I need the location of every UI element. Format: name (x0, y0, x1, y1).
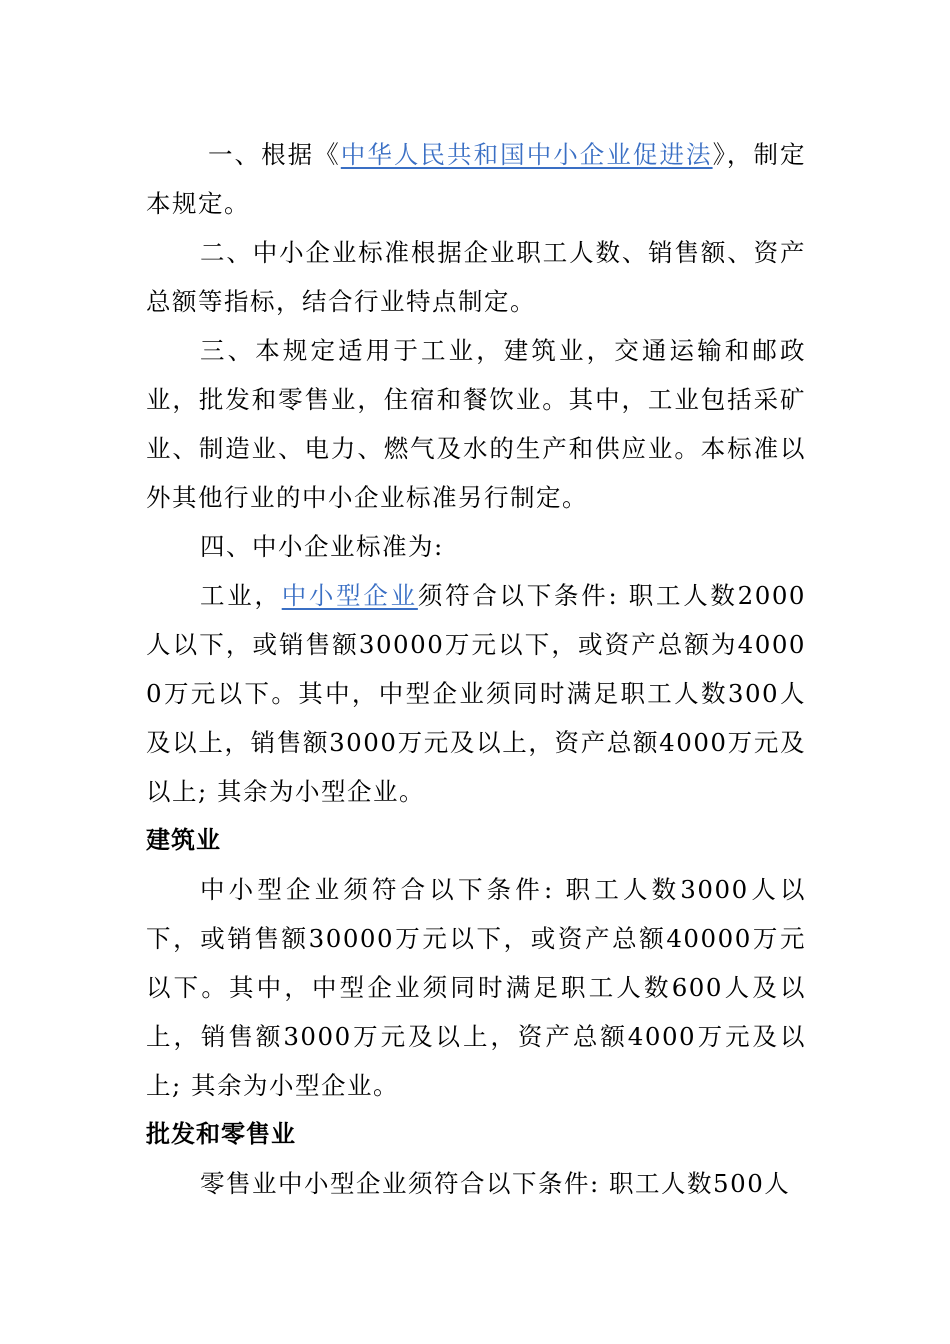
industry-post: 须符合以下条件: 职工人数2000人以下，或销售额30000万元以下，或资产总额为40000万元以下。其中，中型企业须同时满足职工人数300人及以上，销售额3000万元及以上，资产总额4000万元及以上; 其余为小型企业。 (146, 581, 807, 806)
document-page (146, 130, 806, 1208)
clause-2: 二、中小企业标准根据企业职工人数、销售额、资产总额等指标，结合行业特点制定。 (146, 238, 806, 316)
industry-paragraph (146, 571, 806, 816)
clause-4: 四、中小企业标准为: (200, 532, 444, 561)
sme-link[interactable]: 中小型企业 (281, 581, 418, 610)
clause-3: 三、本规定适用于工业，建筑业，交通运输和邮政业，批发和零售业，住宿和餐饮业。其中，工业包括采矿业、制造业、电力、燃气及水的生产和供应业。本标准以外其他行业的中小企业标准另行制定。 (146, 336, 806, 512)
wholesale-retail-heading: 批发和零售业 (146, 1120, 296, 1148)
construction-paragraph: 中小型企业须符合以下条件: 职工人数3000人以下，或销售额30000万元以下，或资产总额40000万元以下。其中，中型企业须同时满足职工人数600人及以上，销售额3000万元及以上，资产总额4000万元及以上; 其余为小型企业。 (146, 875, 806, 1100)
wholesale-retail-paragraph: 零售业中小型企业须符合以下条件: 职工人数500人 (200, 1169, 791, 1198)
clause-1-pre: 一、根据《 (208, 140, 341, 169)
clause-1-post: 》，制定本规定。 (146, 140, 807, 218)
industry-pre: 工业， (200, 581, 282, 610)
construction-heading: 建筑业 (146, 826, 221, 854)
clause-1 (146, 130, 806, 228)
promotion-law-link[interactable]: 中华人民共和国中小企业促进法 (340, 140, 713, 169)
